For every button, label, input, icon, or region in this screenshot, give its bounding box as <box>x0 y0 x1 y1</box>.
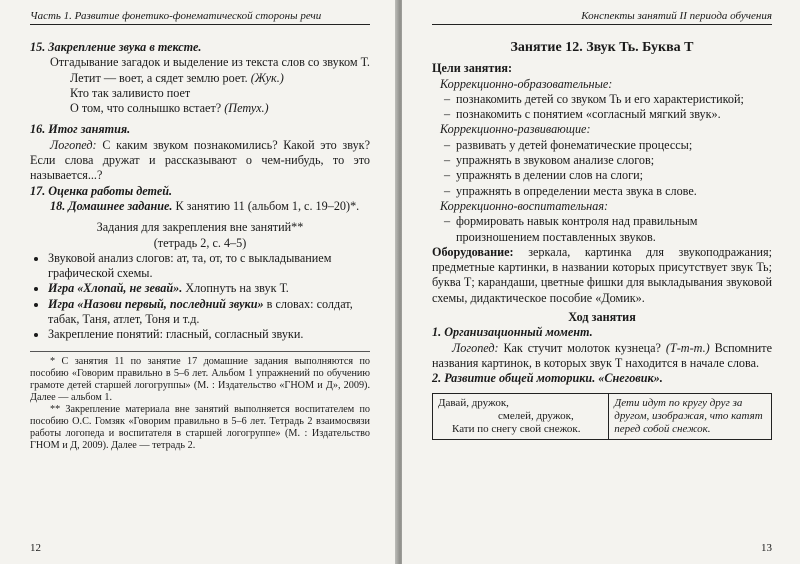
goal-item: – познакомить с понятием «согласный мягкий звук». <box>444 107 772 122</box>
page-number: 12 <box>30 542 41 554</box>
footnote-2: ** Закрепление материала вне занятий выполняется воспитателем по пособию О.С. Гомзяк «Говорим правильно в 5–6 лет. Тетрадь 2 взаимосвязи работы логопеда и воспитателя в старшей логогруппе» (М. : Издательство ГНОМ и Д, 2009). Далее — тетрадь 2. <box>30 403 370 451</box>
goal-group-2-title: Коррекционно-развивающие: <box>440 122 591 137</box>
poem-line: смелей, дружок, <box>498 409 574 422</box>
riddle-2-text: О том, что солнышко встает? <box>70 101 222 116</box>
goal-item: – познакомить детей со звуком Ть и его характеристикой; <box>444 92 772 107</box>
equipment-text: зеркала, картинка для звукоподражания; предметные картинки, в названии которых присутствует звук Ть; буква Т; карандаши, цветные фишки для выкладывания звуковой схемы, дидактическое пособие «Домик». <box>432 244 773 305</box>
step-1-text <box>432 341 772 372</box>
section-16-text <box>30 138 370 184</box>
task-game-text: в словах: солдат, табак, Таня, атлет, Тоня и т.д. <box>48 296 353 327</box>
goal-item: – упражнять в звуковом анализе слогов; <box>444 153 772 168</box>
left-page <box>0 0 398 564</box>
footnote-1: * С занятия 11 по занятие 17 домашние задания выполняются по пособию «Говорим правильно в 5–6 лет. Альбом 1 упражнений по обучению грамоте детей старшей логогруппы» (М. : Издательство «ГНОМ и Д», 2009). Далее — альбом 1. <box>30 355 370 403</box>
riddle-1-answer: (Жук.) <box>250 70 284 85</box>
speaker-label: Логопед: <box>452 340 499 355</box>
step-2-title: 2. Развитие общей моторики. «Снеговик». <box>432 371 663 386</box>
section-17-title: 17. Оценка работы детей. <box>30 183 173 198</box>
task-game-title: Игра «Назови первый, последний звуки» <box>48 296 264 311</box>
task-item: • Звуковой анализ слогов: ат, та, от, то с выкладыванием графической схемы. <box>48 251 370 282</box>
section-15-text: Отгадывание загадок и выделение из текста слов со звуком Т. <box>50 55 370 70</box>
goal-group-2-list <box>432 138 772 199</box>
goal-item: – формировать навык контроля над правильным произношением поставленных звуков. <box>444 214 772 245</box>
goals-heading: Цели занятия: <box>432 61 513 76</box>
page-number: 13 <box>761 542 772 554</box>
riddle-1-text: Летит — воет, а сядет землю роет. <box>70 70 248 85</box>
step-1-question: Как стучит молоток кузнеца? <box>503 340 661 355</box>
riddle-2-line-1: Кто так заливисто поет <box>70 85 191 100</box>
goal-item: – упражнять в определении места звука в слове. <box>444 184 772 199</box>
action-cell: Дети идут по кругу друг за другом, изображая, что катят перед собой снежок. <box>609 393 772 439</box>
section-18-text: К занятию 11 (альбом 1, с. 19–20)*. <box>175 198 360 213</box>
task-item <box>48 281 370 296</box>
goal-group-3-title: Коррекционно-воспитательная: <box>440 198 609 213</box>
poem-line: Кати по снегу свой снежок. <box>452 422 581 435</box>
riddle-2-answer: (Петух.) <box>224 101 269 116</box>
tasks-list <box>30 251 370 343</box>
task-game-text: Хлопнуть на звук Т. <box>185 281 289 296</box>
running-header: Конспекты занятий II периода обучения <box>432 10 772 25</box>
poem-cell <box>433 393 609 439</box>
tasks-title: Задания для закрепления вне занятий** <box>96 220 304 235</box>
right-page-content <box>432 40 772 440</box>
riddle-2-line-2 <box>30 101 370 116</box>
tasks-subtitle: (тетрадь 2, с. 4–5) <box>153 235 247 250</box>
goal-group-3-list <box>432 214 772 245</box>
left-page-content <box>30 40 370 452</box>
section-15-title: 15. Закрепление звука в тексте. <box>30 40 202 54</box>
equipment-label: Оборудование: <box>432 244 514 259</box>
speaker-label: Логопед: <box>50 137 97 152</box>
goal-item: – упражнять в делении слов на слоги; <box>444 168 772 183</box>
section-18-title: 18. Домашнее задание. <box>50 198 173 213</box>
table-row <box>433 393 772 439</box>
step-1-answer: (Т-т-т.) <box>665 340 710 355</box>
goal-group-1-list <box>432 92 772 123</box>
section-16-body: С каким звуком познакомились? Какой это звук? Если слова дружат и рассказывают о чем-нибудь, то это называется...? <box>30 137 371 183</box>
snowman-table <box>432 393 772 440</box>
section-18 <box>30 199 370 214</box>
equipment <box>432 245 772 306</box>
riddle-1 <box>30 71 370 86</box>
goal-item: – развивать у детей фонематические процессы; <box>444 138 772 153</box>
step-1-title: 1. Организационный момент. <box>432 325 593 340</box>
right-page <box>402 0 800 564</box>
footnotes <box>30 351 370 452</box>
goal-group-1-title: Коррекционно-образовательные: <box>440 76 613 91</box>
poem-line: Давай, дружок, <box>438 396 509 409</box>
step-1-body: Вспомните названия картинок, в которых звук Т находится в начале слова. <box>432 340 773 370</box>
task-game-title: Игра «Хлопай, не зевай». <box>48 281 183 296</box>
lesson-title: Занятие 12. Звук Ть. Буква Т <box>510 40 694 55</box>
section-16-title: 16. Итог занятия. <box>30 122 131 137</box>
running-header: Часть 1. Развитие фонетико-фонематической стороны речи <box>30 10 370 25</box>
lesson-course-heading: Ход занятия <box>568 310 636 325</box>
task-item: • Закрепление понятий: гласный, согласный звуки. <box>48 327 370 342</box>
task-item <box>48 297 370 328</box>
